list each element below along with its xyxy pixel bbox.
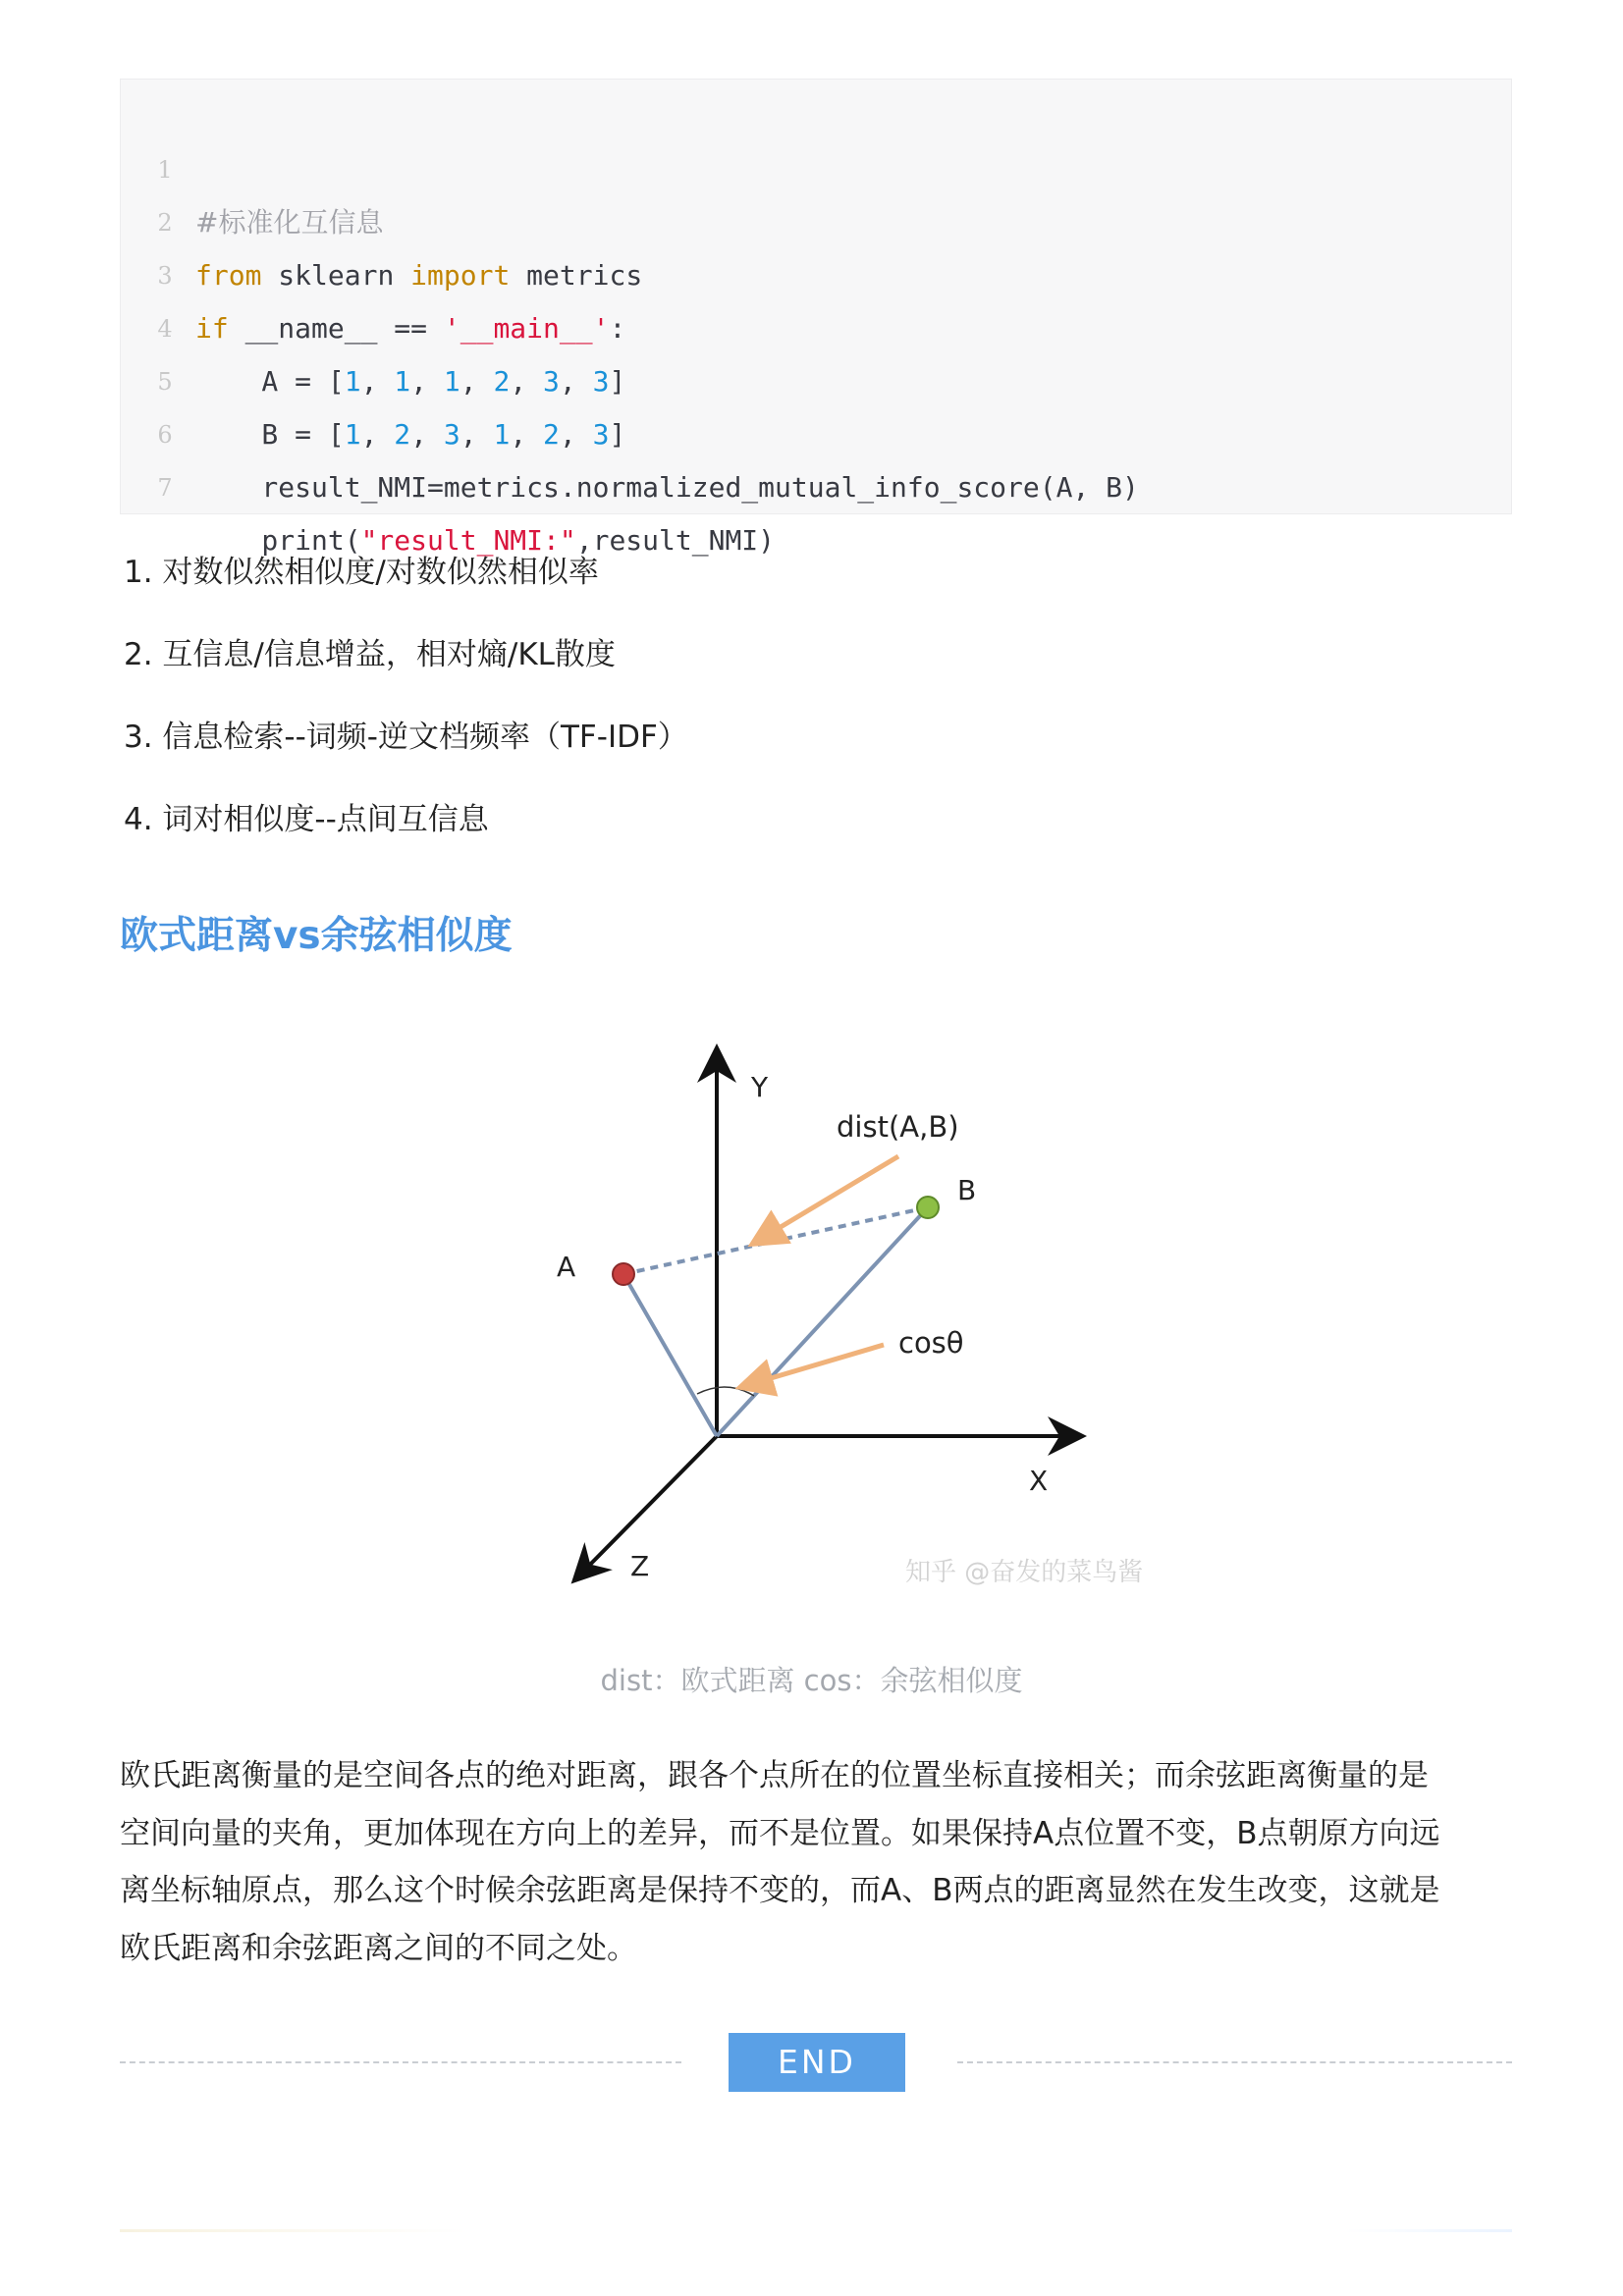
code-number: 2	[394, 418, 411, 451]
section-title: 欧式距离vs余弦相似度	[120, 914, 513, 958]
list-item: 1. 对数似然相似度/对数似然相似率	[124, 555, 599, 590]
code-comment: #标准化互信息	[195, 206, 384, 239]
code-line: 4 A = [1, 1, 1, 2, 3, 3]	[121, 249, 140, 302]
cos-pointer-arrow	[744, 1345, 884, 1386]
code-number: 3	[592, 365, 610, 398]
list-item: 2. 互信息/信息增益，相对熵/KL散度	[124, 637, 616, 672]
distance-line	[623, 1207, 928, 1274]
code-keyword: import	[410, 259, 511, 292]
paragraph-line: 空间向量的夹角，更加体现在方向上的差异，而不是位置。如果保持A点位置不变，B点朝原方向远	[120, 1815, 1440, 1851]
y-axis-label: Y	[751, 1071, 769, 1103]
line-number: 7	[157, 474, 173, 502]
body-paragraph	[120, 1747, 1512, 1977]
code-block	[120, 79, 1512, 557]
code-number: 1	[344, 365, 361, 398]
line-number: 3	[157, 262, 173, 290]
code-line	[121, 90, 384, 239]
code-text: result_NMI=metrics.normalized_mutual_info_score(A, B)	[195, 471, 1139, 504]
code-text: __name__ ==	[228, 312, 444, 345]
bottom-divider	[120, 2229, 1512, 2232]
line-number: 6	[157, 421, 173, 449]
code-number: 1	[443, 365, 460, 398]
code-text: ,result_NMI)	[575, 524, 776, 557]
line-number: 2	[157, 209, 173, 237]
code-text: A = [	[195, 365, 345, 398]
code-text: metrics	[510, 259, 643, 292]
code-line: 5 B = [1, 2, 3, 1, 2, 3]	[121, 302, 140, 355]
dist-label: dist(A,B)	[837, 1110, 959, 1144]
vector-diagram-svg	[530, 1031, 1178, 1600]
point-a-label: A	[557, 1251, 576, 1283]
code-string: '__main__'	[443, 312, 610, 345]
angle-arc	[697, 1387, 754, 1396]
code-text: B = [	[195, 418, 345, 451]
code-number: 2	[493, 365, 511, 398]
list-item: 4. 词对相似度--点间互信息	[124, 802, 489, 837]
end-badge: END	[729, 2033, 905, 2092]
code-string: "result_NMI:"	[360, 524, 576, 557]
point-b	[917, 1197, 939, 1218]
list-item: 3. 信息检索--词频-逆文档频率（TF-IDF）	[124, 720, 688, 755]
paragraph-line: 欧氏距离衡量的是空间各点的绝对距离，跟各个点所在的位置坐标直接相关；而余弦距离衡量的是	[120, 1758, 1429, 1793]
line-number: 4	[157, 315, 173, 343]
end-divider-right	[957, 2061, 1512, 2063]
code-number: 3	[592, 418, 610, 451]
code-keyword: from	[195, 259, 262, 292]
x-axis-label: X	[1029, 1465, 1049, 1497]
code-keyword: if	[195, 312, 229, 345]
code-number: 2	[543, 418, 560, 451]
line-number: 1	[157, 156, 173, 184]
code-text: print(	[195, 524, 361, 557]
point-b-label: B	[957, 1174, 977, 1206]
vector-b	[717, 1207, 928, 1436]
code-number: 1	[394, 365, 411, 398]
vector-a	[623, 1274, 717, 1436]
paragraph-line: 离坐标轴原点，那么这个时候余弦距离是保持不变的，而A、B两点的距离显然在发生改变，这就是	[120, 1873, 1440, 1908]
code-text: ]	[609, 365, 626, 398]
figure-caption: dist：欧式距离 cos：余弦相似度	[600, 1664, 1023, 1697]
code-number: 1	[493, 418, 511, 451]
code-number: 1	[344, 418, 361, 451]
paragraph-line: 欧氏距离和余弦距离之间的不同之处。	[120, 1930, 637, 1966]
end-divider-left	[120, 2061, 681, 2063]
code-text: ]	[609, 418, 626, 451]
point-a	[613, 1263, 634, 1285]
cos-label: cosθ	[898, 1326, 964, 1360]
line-number: 5	[157, 368, 173, 396]
code-number: 3	[543, 365, 560, 398]
z-axis-label: Z	[630, 1550, 650, 1582]
code-number: 3	[443, 418, 460, 451]
vector-diagram	[530, 1031, 1178, 1600]
watermark: 知乎 @奋发的菜鸟酱	[905, 1558, 1144, 1587]
code-text: :	[609, 312, 626, 345]
code-text: sklearn	[261, 259, 411, 292]
